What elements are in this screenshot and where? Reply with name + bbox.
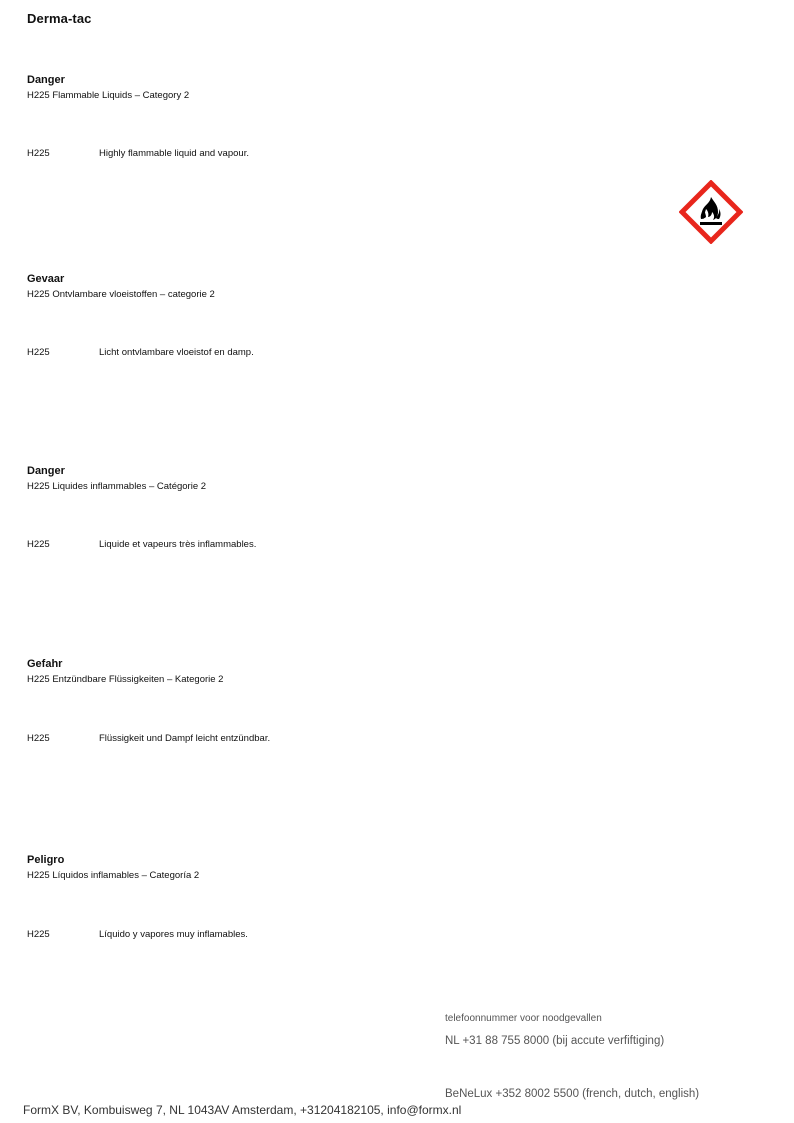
hazard-statement-row	[27, 538, 256, 551]
hazard-statement-row	[27, 928, 248, 941]
signal-word: Danger	[27, 74, 65, 86]
hazard-classification: H225 Entzündbare Flüssigkeiten – Kategorie 2	[27, 674, 224, 685]
ghs-flame-pictogram	[679, 180, 743, 244]
hazard-statement-row	[27, 346, 254, 359]
product-title: Derma-tac	[27, 11, 92, 26]
signal-word: Peligro	[27, 854, 65, 866]
hazard-statement: Liquide et vapeurs très inflammables.	[99, 539, 257, 550]
hazard-code: H225	[27, 347, 50, 358]
hazard-classification: H225 Líquidos inflamables – Categoría 2	[27, 870, 200, 881]
signal-word: Gefahr	[27, 658, 63, 670]
signal-word: Gevaar	[27, 273, 65, 285]
hazard-statement: Líquido y vapores muy inflamables.	[99, 929, 248, 940]
hazard-statement: Licht ontvlambare vloeistof en damp.	[99, 347, 254, 358]
hazard-code: H225	[27, 733, 50, 744]
hazard-section-es	[27, 853, 627, 940]
hazard-section-en	[27, 73, 627, 159]
hazard-code: H225	[27, 929, 50, 940]
hazard-section-nl	[27, 272, 627, 358]
hazard-section-fr	[27, 464, 627, 550]
hazard-classification: H225 Flammable Liquids – Category 2	[27, 90, 190, 101]
hazard-code: H225	[27, 539, 50, 550]
emergency-phone-benelux: BeNeLux +352 8002 5500 (french, dutch, english)	[445, 1088, 700, 1100]
company-footer: FormX BV, Kombuisweg 7, NL 1043AV Amsterdam, +31204182105, info@formx.nl	[23, 1103, 462, 1117]
hazard-code: H225	[27, 148, 50, 159]
flame-icon	[679, 180, 743, 244]
emergency-label: telefoonnummer voor noodgevallen	[445, 1013, 602, 1024]
hazard-statement: Flüssigkeit und Dampf leicht entzündbar.	[99, 733, 271, 744]
hazard-section-de	[27, 657, 627, 744]
hazard-statement-row	[27, 732, 270, 745]
hazard-statement: Highly flammable liquid and vapour.	[99, 148, 249, 159]
hazard-classification: H225 Ontvlambare vloeistoffen – categorie 2	[27, 289, 215, 300]
signal-word: Danger	[27, 465, 65, 477]
hazard-classification: H225 Liquides inflammables – Catégorie 2	[27, 481, 207, 492]
emergency-phone-nl: NL +31 88 755 8000 (bij accute verfiftiging)	[445, 1035, 665, 1047]
hazard-statement-row	[27, 147, 249, 160]
